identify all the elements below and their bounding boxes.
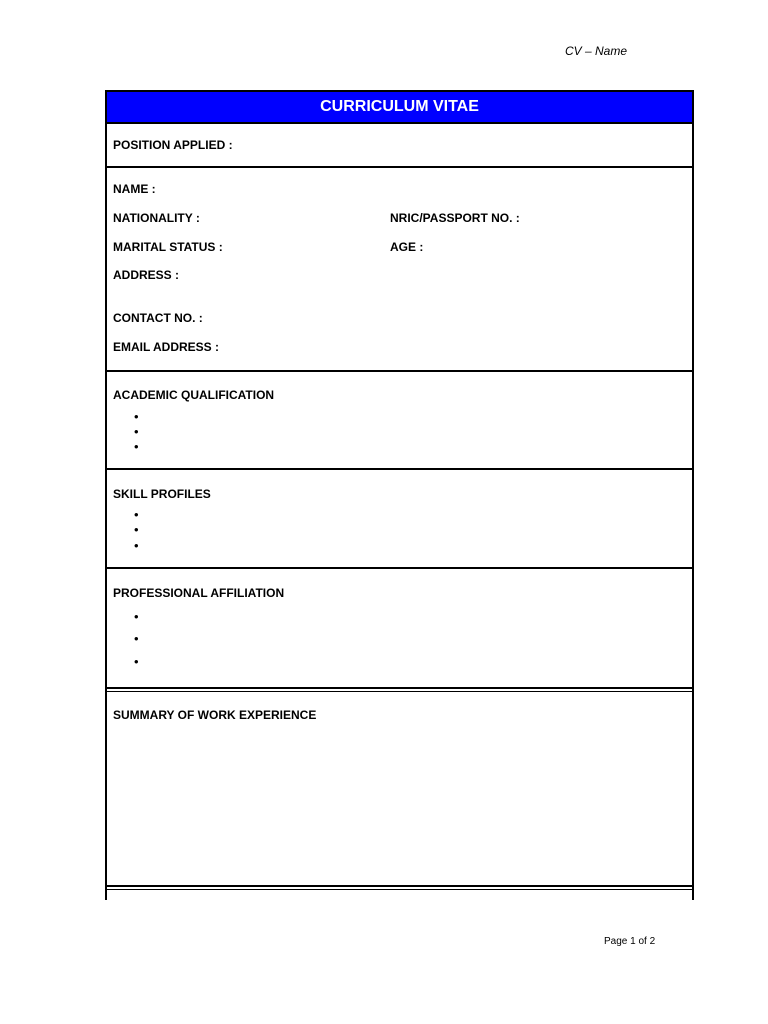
list-item: •: [134, 631, 139, 646]
age-label: AGE :: [390, 240, 424, 254]
nric-passport-label: NRIC/PASSPORT NO. :: [390, 211, 520, 225]
skills-section: [107, 470, 692, 569]
work-experience-section: [107, 692, 692, 887]
list-item: •: [134, 609, 139, 624]
section-divider: [107, 889, 692, 890]
skills-heading: SKILL PROFILES: [113, 487, 211, 501]
list-item: •: [134, 538, 139, 553]
page-indicator: Page 1 of 2: [604, 936, 656, 947]
academic-heading: ACADEMIC QUALIFICATION: [113, 388, 275, 402]
position-applied-label: POSITION APPLIED :: [113, 138, 233, 152]
position-section: [107, 124, 692, 168]
list-item: •: [134, 439, 139, 454]
list-item: •: [134, 654, 139, 669]
address-label: ADDRESS :: [113, 268, 180, 282]
name-label: NAME :: [113, 182, 156, 196]
affiliation-heading: PROFESSIONAL AFFILIATION: [113, 586, 285, 600]
nationality-label: NATIONALITY :: [113, 211, 200, 225]
email-address-label: EMAIL ADDRESS :: [113, 340, 220, 354]
marital-status-label: MARITAL STATUS :: [113, 240, 223, 254]
document-header-label: CV – Name: [565, 44, 628, 58]
affiliation-section: [107, 569, 692, 689]
list-item: •: [134, 409, 139, 424]
cv-form-frame: [105, 90, 694, 900]
personal-details-section: [107, 168, 692, 372]
contact-no-label: CONTACT NO. :: [113, 311, 203, 325]
work-experience-heading: SUMMARY OF WORK EXPERIENCE: [113, 708, 317, 722]
cv-title: CURRICULUM VITAE: [107, 92, 692, 124]
academic-section: [107, 372, 692, 470]
list-item: •: [134, 507, 139, 522]
list-item: •: [134, 522, 139, 537]
list-item: •: [134, 424, 139, 439]
